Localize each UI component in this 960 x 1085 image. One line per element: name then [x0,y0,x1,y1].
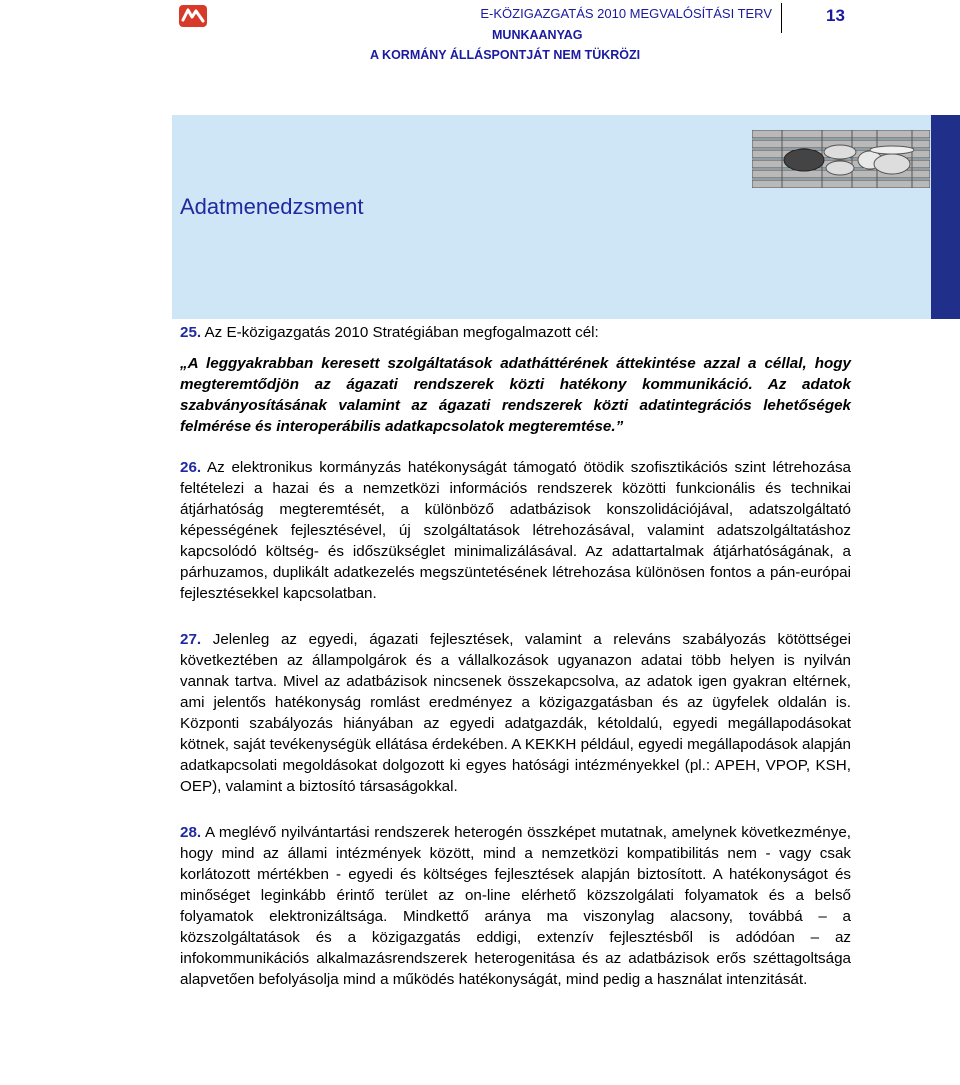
section-title: Adatmenedzsment [180,194,364,219]
paragraph-27 [180,629,851,797]
page-number: 13 [826,6,845,25]
paragraph-number: 25. [180,324,202,341]
paragraph-text: A meglévő nyilvántartási rendszerek heterogén összképet mutatnak, amelynek következménye, hogy mind az állami intézmények között, mind a nemzetközi kompatibilitás nem - vagy csak korlátozott mértékben - egyedi és költséges fejlesztések alapján biztosított. A hatékonyságot és minőséget leginkább érintő terület az on-line elérhető közszolgálati folyamatok és a belső folyamatok elektronizáltsága. Mindkettő aránya ma viszonylag alacsony, továbbá – a közszolgáltatások és a közigazgatás eddigi, extenzív fejlesztésből is adódóan – az infokommunikációs alkalmazásrendszerek heterogenitása és az adatbázisok erős széttagoltsága alapvetően befolyásolja mind a működés hatékonyságát, mind pedig a használat intenzitását. [180,824,851,988]
paragraph-text: Jelenleg az egyedi, ágazati fejlesztések, valamint a releváns szabályozás kötöttségei következtében az állampolgárok és a vállalkozások ugyanazon adatai több helyen is nyilván vannak tartva. Mivel az adatbázisok nincsenek összekapcsolva, az adatok igen gyakran eltérnek, ami jelentős hatékonyság romlást eredményez a közigazgatásban és az ügyfelek oldalán is. Központi szabályozás hiányában az egyedi adatgazdák, kétoldalú, egyedi megállapodásokat kötnek, saját tevékenységük ellátása érdekében. A KEKKH például, egyedi megállapodások alapján adatkapcsolati megoldásokat dolgozott ki egyes hatósági intézményekkel (pl.: APEH, VPOP, KSH, OEP), valamint a biztosító társaságokkal. [180,631,851,795]
paragraph-number: 28. [180,824,202,841]
strategy-quote: „A leggyakrabban keresett szolgáltatások adatháttérének áttekintése azzal a céllal, hogy megteremtődjön az ágazati rendszerek közti hatékony kommunikáció. Az adatok szabványosításának valamint az ágazati rendszerek közti adatintegrációs lehetőségek felmérése és interoperábilis adatkapcsolatok megteremtése.” [180,355,851,435]
header-disclaimer: A KORMÁNY ÁLLÁSPONTJÁT NEM TÜKRÖZI [370,48,641,62]
ekk-logo-icon [179,5,207,27]
document-body [180,322,851,1015]
section-banner-edge [931,115,960,319]
header-separator [781,3,782,33]
header-plan-title: E-KÖZIGAZGATÁS 2010 MEGVALÓSÍTÁSI TERV [480,6,772,21]
header-draft-label: MUNKAANYAG [492,28,583,42]
paragraph-number: 26. [180,459,202,476]
data-grid-illustration [752,130,930,188]
paragraph-25 [180,322,851,343]
paragraph-text: Az elektronikus kormányzás hatékonyságát támogató ötödik szofisztikációs szint létrehozása feltételezi a hazai és a nemzetközi információs rendszerek közötti funkcionális és technikai átjárhatóság megteremtését, a különböző adatbázisok konszolidációjával, adatszolgáltató képességének fejlesztésével, új szolgáltatások létrehozásával, valamint adatszolgáltatáshoz kapcsolódó költség- és időszükséglet minimalizálásával. Az adattartalmak átjárhatóságának, a párhuzamos, duplikált adatkezelés megszüntetésének létrehozása különösen fontos a pán-európai fejlesztésekkel kapcsolatban. [180,459,851,602]
paragraph-number: 27. [180,631,202,648]
paragraph-28 [180,822,851,990]
paragraph-text: Az E-közigazgatás 2010 Stratégiában megfogalmazott cél: [201,324,599,341]
paragraph-26 [180,457,851,604]
